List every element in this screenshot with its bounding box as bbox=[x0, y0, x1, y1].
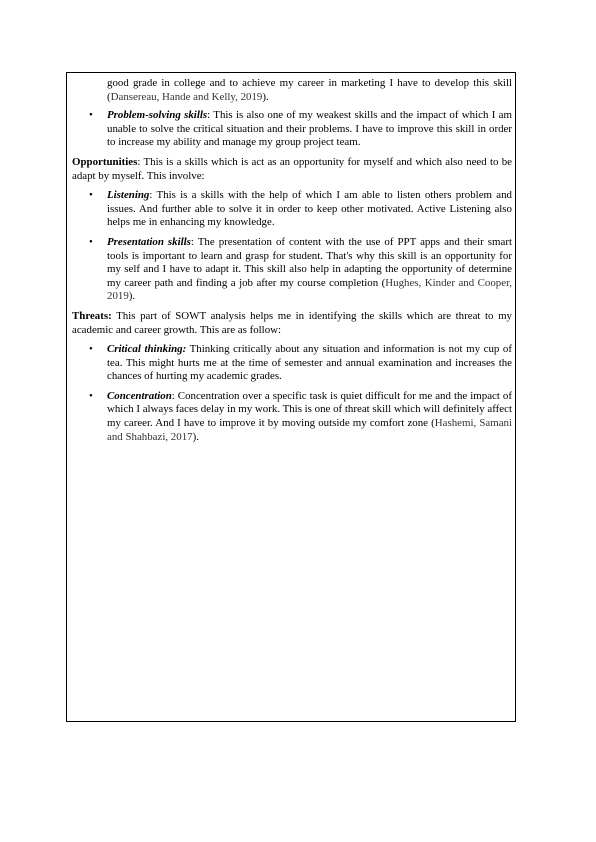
section-heading: Threats: bbox=[72, 309, 112, 322]
skill-text: ). bbox=[128, 290, 136, 303]
skill-text: : Concentration over a specific task is quiet difficult for me and the impact of which I always faces delay in my work. This is one of threat skill which will definitely affect my career. And I have to improve it by moving outside my comfort zone ( bbox=[107, 389, 512, 430]
skill-term: Listening bbox=[107, 189, 150, 202]
paragraph-text: : This is a skills which is act as an opportunity for myself and which also need to be adapt by myself. This involve: bbox=[72, 155, 512, 182]
bullet-icon: • bbox=[89, 343, 93, 356]
skill-term: Problem-solving skills bbox=[107, 109, 208, 122]
skill-term: Presentation skills bbox=[107, 235, 191, 248]
list-item bbox=[72, 343, 512, 384]
list-item bbox=[72, 236, 512, 304]
list-item bbox=[72, 109, 512, 150]
list-item bbox=[72, 189, 512, 230]
bullet-icon: • bbox=[89, 235, 93, 248]
bullet-icon: • bbox=[89, 189, 93, 202]
skill-term: Concentration bbox=[107, 389, 172, 402]
opportunities-paragraph bbox=[72, 156, 512, 183]
document-body bbox=[72, 77, 512, 450]
list-item bbox=[72, 390, 512, 444]
skill-text: Thinking critically about any situation and information is not my cup of tea. This might hurts me at the time of semester and annual examination and increases the chances of hurting my academic grades. bbox=[107, 343, 513, 383]
paragraph-text: This part of SOWT analysis helps me in identifying the skills which are threat to my academic and career growth. This are as follow: bbox=[72, 309, 512, 336]
skill-text: : The presentation of content with the use of PPT apps and their smart tools is important to learn and grasp for student. That's why this skill is an opportunity for my self and I have to adapt it. This skill also help in adapting the opportunity of determine my career path and finding a job after my course completion ( bbox=[107, 235, 512, 289]
section-heading: Opportunities bbox=[72, 155, 138, 168]
paragraph-text: good grade in college and to achieve my career in marketing I have to develop this skill ( bbox=[107, 77, 512, 103]
skill-text: : This is a skills with the help of which I am able to listen others problem and issues. And further able to solve it in order to keep other motivated. Active Listening also helps me in enhancing my knowledge. bbox=[107, 189, 512, 229]
skill-text: ). bbox=[192, 430, 199, 443]
citation: Hughes, Kinder and Cooper, 2019 bbox=[107, 276, 512, 303]
skill-term: Critical thinking: bbox=[107, 343, 187, 356]
threats-paragraph bbox=[72, 310, 512, 337]
bullet-icon: • bbox=[89, 109, 93, 122]
continued-paragraph bbox=[72, 77, 512, 104]
citation: Hashemi, Samani and Shahbazi, 2017 bbox=[107, 417, 512, 443]
skill-text: : This is also one of my weakest skills and the impact of which I am unable to solve the critical situation and their problems. I have to improve this skill in order to increase my ability and manage my group project team. bbox=[107, 109, 512, 149]
bullet-icon: • bbox=[89, 389, 93, 402]
citation: Dansereau, Hande and Kelly, 2019 bbox=[110, 90, 263, 103]
paragraph-text: ). bbox=[262, 90, 269, 103]
